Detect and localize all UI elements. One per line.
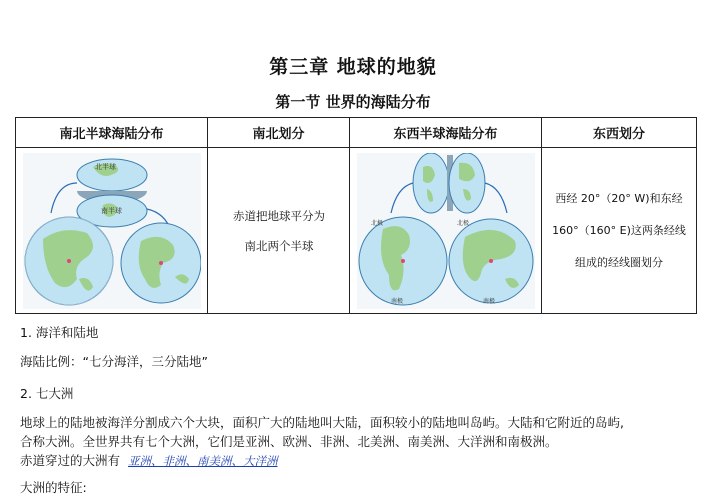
continents-paragraph-line1: 地球上的陆地被海洋分割成六个大块，面积广大的陆地叫大陆，面积较小的陆地叫岛屿。大陆和它附近的岛屿, [20, 415, 624, 430]
features-label: 大洲的特征: [20, 480, 87, 495]
ew-text-line2: 160°（160° E)这两条经线 [552, 223, 686, 237]
header-ew-distribution: 东西半球海陆分布 [350, 118, 542, 148]
south-hemisphere-label: 南半球 [100, 206, 122, 215]
ns-map-cell [16, 148, 208, 314]
equator-answer: 亚洲、非洲、南美洲、大洋洲 [128, 454, 278, 468]
ew-map-cell [350, 148, 542, 314]
ew-text-line3: 组成的经线圈划分 [575, 255, 663, 269]
west-north-pole-label: 北极 [370, 219, 383, 227]
section-title: 第一节 世界的海陆分布 [275, 93, 431, 111]
table-content-row [16, 148, 697, 314]
north-hemisphere-label: 北半球 [94, 162, 116, 171]
ew-division-cell [542, 148, 697, 314]
east-north-pole-label: 北极 [456, 219, 469, 227]
chapter-title: 第三章 地球的地貌 [269, 56, 437, 78]
header-ns-distribution: 南北半球海陆分布 [16, 118, 208, 148]
header-ew-division: 东西划分 [542, 118, 697, 148]
table-header-row [16, 118, 697, 148]
section2-title: 2. 七大洲 [20, 386, 74, 401]
ns-hemisphere-map [23, 153, 201, 309]
continents-paragraph-line2: 合称大洲。全世界共有七个大洲，它们是亚洲、欧洲、非洲、北美洲、南美洲、大洋洲和南极洲。 [20, 434, 558, 449]
east-south-pole-label: 南极 [482, 297, 495, 305]
section1-title: 1. 海洋和陆地 [20, 325, 99, 340]
ew-division-text [542, 183, 696, 279]
ns-division-text [208, 201, 350, 261]
ratio-text: 海陆比例：“七分海洋，三分陆地” [20, 354, 208, 369]
west-south-pole-label: 南极 [390, 297, 403, 305]
ew-hemisphere-map [357, 153, 535, 309]
ns-text-line1: 赤道把地球平分为 [233, 208, 325, 223]
ns-division-cell [208, 148, 350, 314]
distribution-table [15, 117, 697, 314]
header-ns-division: 南北划分 [208, 118, 350, 148]
equator-label: 赤道穿过的大洲有 [20, 453, 121, 468]
equator-line [20, 451, 696, 471]
ew-text-line1: 西经 20°（20° W)和东经 [555, 191, 683, 205]
ns-text-line2: 南北两个半球 [244, 238, 314, 253]
